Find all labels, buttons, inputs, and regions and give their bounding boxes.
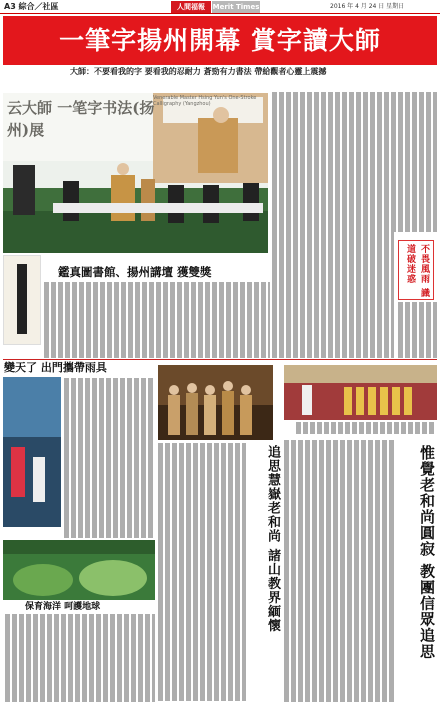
article-title-weijue bbox=[400, 445, 436, 675]
forest-plant-icon bbox=[3, 540, 155, 600]
article-body-top-right bbox=[272, 92, 437, 232]
ceremony-crowd-icon bbox=[284, 365, 437, 420]
article-title-library: 鑑真圖書館、揚州講壇 獲雙獎 bbox=[58, 265, 212, 279]
section-label: A3 綜合／社區 bbox=[4, 2, 59, 11]
backdrop-english: Venerable Master Hsing Yun's One-Stroke Calligraphy (Yangzhou) bbox=[153, 95, 257, 107]
memorial-photo bbox=[158, 365, 273, 440]
newspaper-logo: 人間福報 bbox=[171, 1, 211, 13]
weather-photo bbox=[3, 377, 61, 527]
issue-date: 2016 年 4 月 24 日 星期日 bbox=[330, 3, 405, 10]
calligraphy-inset bbox=[3, 255, 41, 345]
street-scene-icon bbox=[3, 377, 61, 527]
newspaper-logo-en: Merit Times bbox=[212, 3, 260, 11]
article-title-weather: 變天了 出門攜帶雨具 bbox=[4, 361, 107, 374]
pullquote-text: 不畏風雨 識道破迷惑 bbox=[405, 244, 429, 299]
main-photo bbox=[3, 93, 268, 253]
article-body-top-mid bbox=[272, 232, 394, 358]
article-body-weather bbox=[64, 378, 154, 538]
pullquote bbox=[398, 240, 434, 300]
memorial-title-text: 追思慧嶽老和尚 諸山教界緬懷 bbox=[265, 445, 280, 633]
article-title-ocean: 保育海洋 呵護地球 bbox=[25, 602, 101, 612]
article-body-library bbox=[44, 282, 270, 358]
article-title-memorial bbox=[250, 445, 280, 635]
article-body-weijue bbox=[284, 440, 396, 702]
ceremony-caption bbox=[296, 422, 436, 434]
headline: 一筆字揚州開幕 賞字讀大師 bbox=[59, 26, 381, 55]
weijue-title-text: 惟覺老和尚圓寂 教團信眾追思 bbox=[418, 445, 436, 660]
ocean-photo bbox=[3, 540, 155, 600]
calligraphy-strokes-icon bbox=[17, 264, 27, 334]
monks-gathering-icon bbox=[158, 365, 273, 440]
ceremony-photo bbox=[284, 365, 437, 420]
subheadline: 大師：不要看我的字 要看我的忍耐力 蒼勁有力書法 帶給觀者心靈上震撼 bbox=[70, 67, 327, 76]
backdrop-title: 云大師 一笔字书法(扬州)展 bbox=[7, 99, 155, 139]
article-body-memorial-left bbox=[158, 443, 246, 701]
article-body-top-right-lower bbox=[398, 302, 437, 358]
article-body-ocean bbox=[5, 614, 155, 702]
